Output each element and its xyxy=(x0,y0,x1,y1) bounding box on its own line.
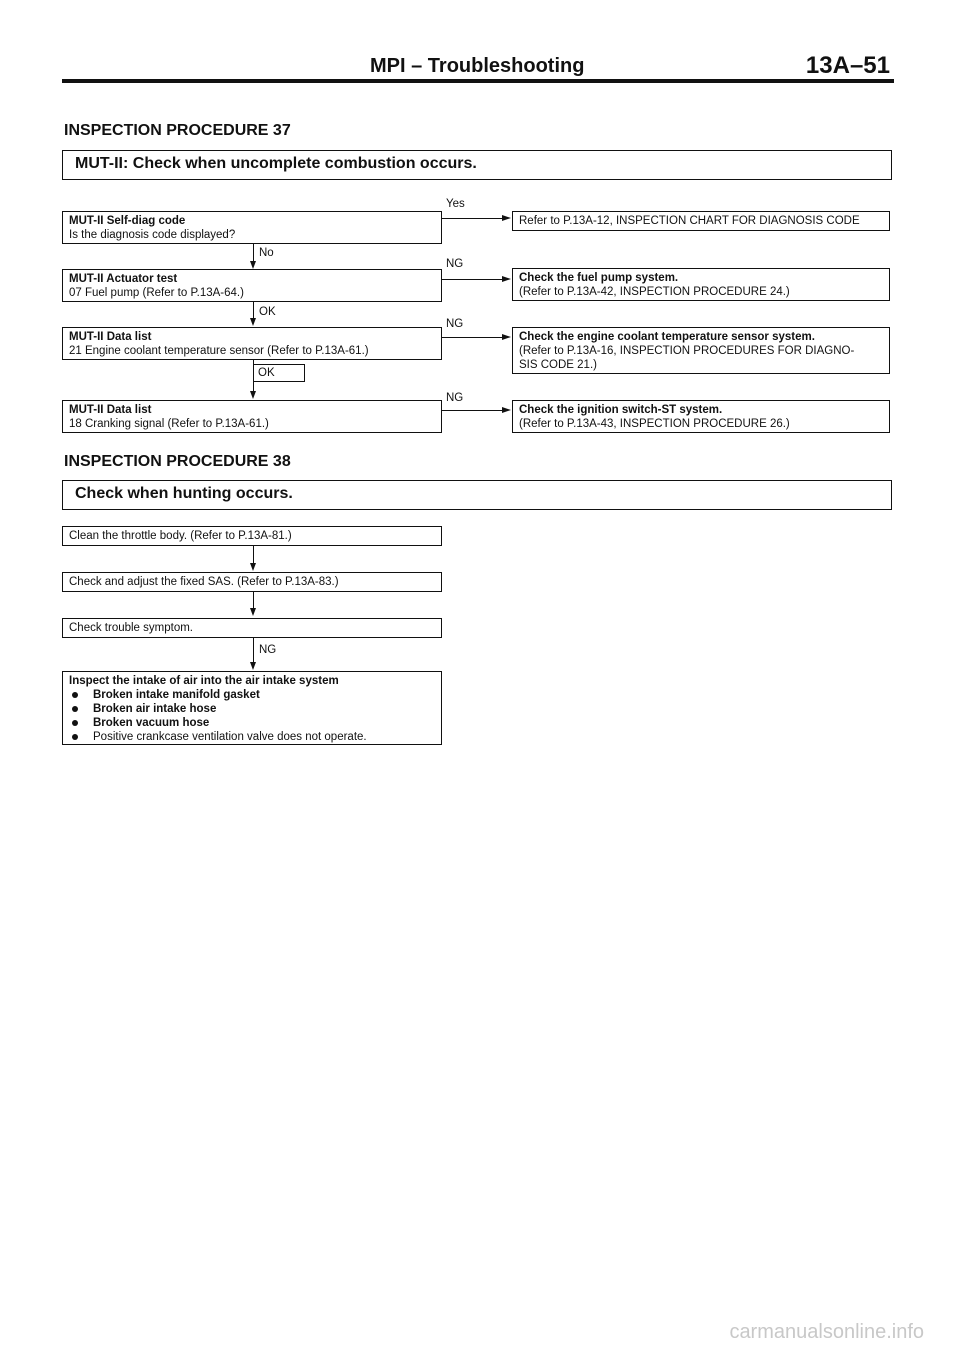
arrow-right-icon xyxy=(502,407,511,413)
arrow-right-icon xyxy=(502,276,511,282)
p38-step-clean-throttle xyxy=(62,526,442,546)
procedure-37-heading: INSPECTION PROCEDURE 37 xyxy=(64,122,291,139)
procedure-37-banner: MUT-II: Check when uncomplete combustion occurs. xyxy=(62,150,892,180)
list-item: Broken intake manifold gasket xyxy=(69,688,435,702)
p38-cause-list xyxy=(69,688,435,744)
p37-step-title: MUT-II Self-diag code xyxy=(69,215,186,227)
list-item: Positive crankcase ventilation valve does not operate. xyxy=(69,730,435,744)
p38-step-text: Clean the throttle body. (Refer to P.13A-81.) xyxy=(69,530,292,542)
p37-result-line: Check the ignition switch-ST system. xyxy=(519,404,723,416)
p37-step-data-list-coolant xyxy=(62,327,442,360)
p37-step-title: MUT-II Actuator test xyxy=(69,273,178,285)
p38-step-text: Check and adjust the fixed SAS. (Refer to P.13A-83.) xyxy=(69,576,339,588)
p37-step-title: MUT-II Data list xyxy=(69,331,152,343)
flow-label-ok: OK xyxy=(259,306,276,318)
flow-label-no: No xyxy=(259,247,274,259)
arrow-right-icon xyxy=(502,215,511,221)
procedure-38-banner: Check when hunting occurs. xyxy=(62,480,892,510)
p37-result-ignition-switch xyxy=(512,400,890,433)
p38-final-inspect-air-intake xyxy=(62,671,442,745)
flow-connector xyxy=(442,279,504,280)
flow-label-ok-box xyxy=(253,364,305,382)
flow-connector xyxy=(442,218,504,219)
flow-connector xyxy=(442,337,504,338)
page-number: 13A–51 xyxy=(805,52,890,79)
arrow-down-icon xyxy=(250,608,256,616)
p37-result-line: (Refer to P.13A-43, INSPECTION PROCEDURE 26.) xyxy=(519,418,790,430)
flow-connector xyxy=(253,638,254,664)
p37-result-line: SIS CODE 21.) xyxy=(519,359,597,371)
flow-label-ok: OK xyxy=(258,367,275,379)
p37-step-data-list-cranking xyxy=(62,400,442,433)
p37-result-line: (Refer to P.13A-16, INSPECTION PROCEDURES FOR DIAGNO- xyxy=(519,345,855,357)
arrow-down-icon xyxy=(250,261,256,269)
arrow-down-icon xyxy=(250,563,256,571)
arrow-down-icon xyxy=(250,391,256,399)
p37-step-detail: 07 Fuel pump (Refer to P.13A-64.) xyxy=(69,287,244,299)
flow-label-yes: Yes xyxy=(446,198,465,210)
p37-step-actuator-test xyxy=(62,269,442,302)
arrow-down-icon xyxy=(250,318,256,326)
p37-result-fuel-pump xyxy=(512,268,890,301)
p37-step-title: MUT-II Data list xyxy=(69,404,152,416)
arrow-down-icon xyxy=(250,662,256,670)
watermark: carmanualsonline.info xyxy=(729,1321,924,1343)
flow-label-ng: NG xyxy=(259,644,277,656)
p37-result-line: Refer to P.13A-12, INSPECTION CHART FOR DIAGNOSIS CODE xyxy=(519,215,860,227)
flow-label-ng: NG xyxy=(446,392,464,404)
flow-label-ng: NG xyxy=(446,258,464,270)
p37-step-detail: Is the diagnosis code displayed? xyxy=(69,229,236,241)
p37-step-self-diag xyxy=(62,211,442,244)
p37-step-detail: 21 Engine coolant temperature sensor (Refer to P.13A-61.) xyxy=(69,345,369,357)
p38-step-text: Check trouble symptom. xyxy=(69,622,193,634)
p37-result-line: Check the engine coolant temperature sensor system. xyxy=(519,331,815,343)
p38-step-check-symptom xyxy=(62,618,442,638)
p38-final-title: Inspect the intake of air into the air intake system xyxy=(69,675,339,687)
flow-connector xyxy=(442,410,504,411)
list-item: Broken vacuum hose xyxy=(69,716,435,730)
flow-label-ng: NG xyxy=(446,318,464,330)
p37-result-coolant-sensor xyxy=(512,327,890,374)
page-header-title: MPI – Troubleshooting xyxy=(370,55,585,77)
p37-step-detail: 18 Cranking signal (Refer to P.13A-61.) xyxy=(69,418,269,430)
p38-step-adjust-sas xyxy=(62,572,442,592)
procedure-38-heading: INSPECTION PROCEDURE 38 xyxy=(64,453,291,470)
list-item: Broken air intake hose xyxy=(69,702,435,716)
arrow-right-icon xyxy=(502,334,511,340)
p37-result-line: (Refer to P.13A-42, INSPECTION PROCEDURE 24.) xyxy=(519,286,790,298)
p37-result-diag-chart xyxy=(512,211,890,231)
header-rule xyxy=(62,79,894,83)
p37-result-line: Check the fuel pump system. xyxy=(519,272,679,284)
